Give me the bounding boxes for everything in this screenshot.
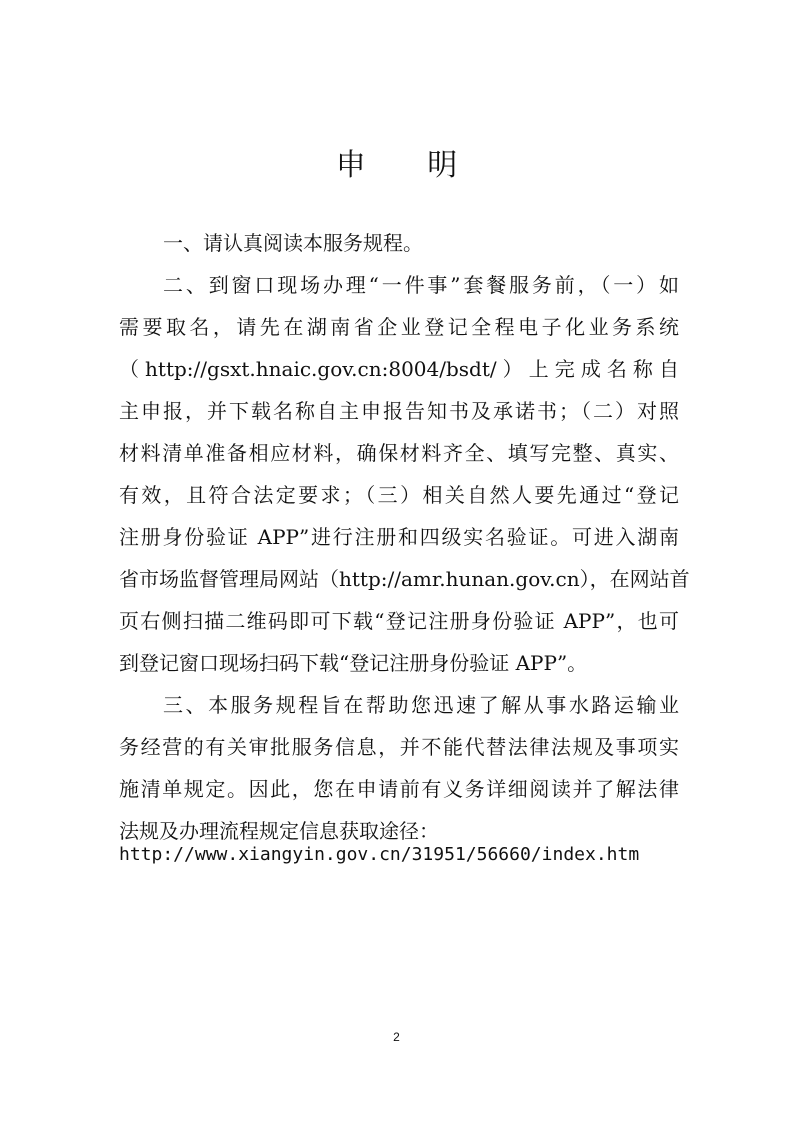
paragraph-2-line-7: 注册身份验证 APP”进行注册和四级实名验证。可进入湖南 [119,525,679,549]
paragraph-2-line-2: 需要取名，请先在湖南省企业登记全程电子化业务系统 [119,315,679,339]
paragraph-2-line-1: 二、到窗口现场办理“一件事”套餐服务前，（一）如 [163,273,679,297]
info-source-link[interactable]: http://www.xiangyin.gov.cn/31951/56660/index.htm [119,844,640,865]
paragraph-3-line-3: 施清单规定。因此，您在申请前有义务详细阅读并了解法律 [119,777,679,801]
paragraph-2-line-4: 主申报，并下载名称自主申报告知书及承诺书；（二）对照 [119,399,679,423]
paragraph-3-line-2: 务经营的有关审批服务信息，并不能代替法律法规及事项实 [119,735,679,759]
page-title: 申 明 [335,148,484,183]
paragraph-1-line-1: 一、请认真阅读本服务规程。 [163,231,423,255]
paragraph-2-line-9: 页右侧扫描二维码即可下载“登记注册身份验证 APP”，也可 [119,609,679,633]
paragraph-2-line-3: （http://gsxt.hnaic.gov.cn:8004/bsdt/）上完成名称自 [119,357,679,381]
paragraph-2-line-6: 有效，且符合法定要求；（三）相关自然人要先通过“登记 [119,483,679,507]
paragraph-2-line-8: 省市场监督管理局网站（http://amr.hunan.gov.cn），在网站首 [119,567,690,591]
paragraph-3-line-1: 三、本服务规程旨在帮助您迅速了解从事水路运输业 [163,693,679,717]
paragraph-2-line-5: 材料清单准备相应材料，确保材料齐全、填写完整、真实、 [119,441,679,465]
paragraph-2-line-10: 到登记窗口现场扫码下载“登记注册身份验证 APP”。 [119,651,588,675]
page-number: 2 [393,1030,400,1044]
paragraph-3-line-4: 法规及办理流程规定信息获取途径： [119,819,439,843]
